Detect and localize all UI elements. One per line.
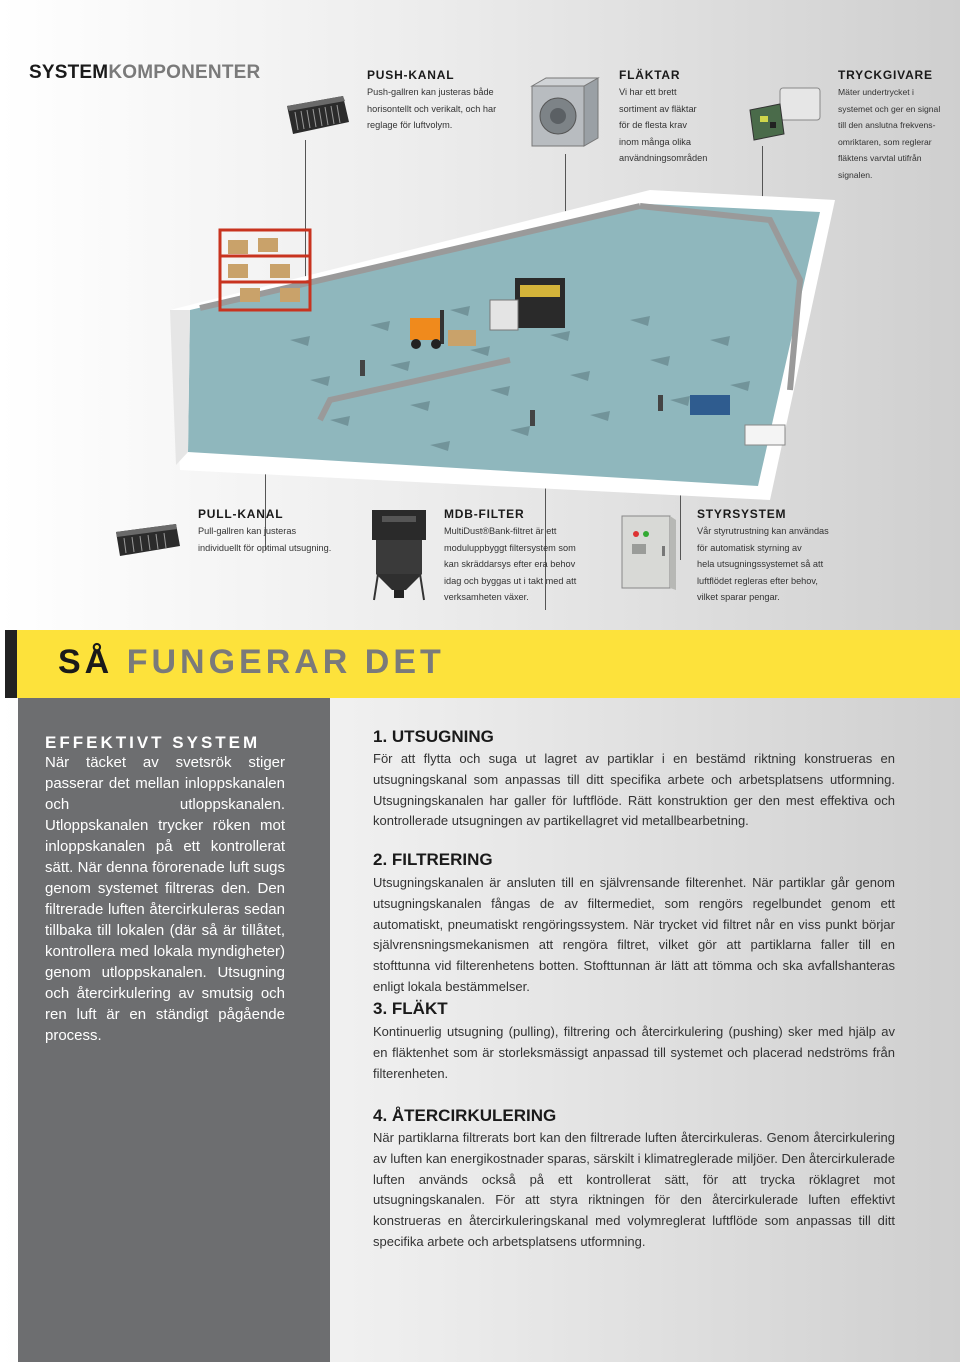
mdb-filter-image — [364, 506, 434, 604]
page-title: SYSTEMKOMPONENTER — [29, 62, 261, 83]
component-description: Vi har ett brett sortiment av fläktar för de flesta krav inom många olika användningsområden — [619, 87, 708, 163]
component-heading: STYRSYSTEM — [697, 507, 787, 521]
pull-channel-image — [112, 520, 184, 560]
section-text: För att flytta och suga ut lagret av partiklar i en bestämd riktning konstrueras en utsugningskanal som anpassas till ditt specifika arbete och arbetsplatsens utformning. Utsugningskanalen har galler för luftflöde. Rätt konstruktion ger den mest effektiva och kontrollerade utsugningen av partikellagret vid metallbearbetning. — [373, 751, 895, 829]
banner-accent-bar — [5, 630, 17, 698]
section-text: När partiklarna filtrerats bort kan den filtrerade luften återcirkuleras. Genom återcirkulering av luften kan energikostnader sparas, särskilt i klimatreglerade miljöer. Den återcirkulerade luften används också på ett kontrollerat sätt, för att trycka röklagret mot utsugningskanalen. För att styra riktningen för den återcirkulerade luften effektivt konstrueras en återcirkuleringskanal med volymreglerat luftflöde som anpassas till ditt specifika arbete och arbetsplatsens utformning. — [373, 1130, 895, 1249]
section-heading: 3. FLÄKT — [373, 999, 448, 1018]
component-heading: PUSH-KANAL — [367, 68, 455, 82]
push-channel-image — [283, 92, 353, 138]
component-description: Pull-gallren kan justeras individuellt för optimal utsugning. — [198, 526, 332, 553]
component-heading: TRYCKGIVARE — [838, 68, 933, 82]
summary-text: När täcket av svetsrök stiger passerar det mellan inloppskanalen och utloppskanalen. Utloppskanalen trycker röken mot inloppskanalen på ett kontrollerat sätt. När denna förorenade luft sugs genom systemet filtreras den. Den filtrerade luften återcirkuleras sedan tillbaka till lokalen (där så är tillåtet, kontrollera med lokala myndigheter) genom utloppskanalen. Utsugning och återcirkulering av smutsig och ren luft är en ständigt pågående process. — [45, 754, 285, 1044]
component-description: Vår styrutrustning kan användas för automatisk styrning av hela utsugningssystemet så att luftflödet regleras efter behov, vilket sparar pengar. — [697, 526, 829, 602]
component-description: MultiDust®Bank-filtret är ett moduluppbyggt filtersystem som kan skräddarsys efter era behov idag och byggas ut i takt med att verksamheten växer. — [444, 526, 577, 602]
component-description: Push-gallren kan justeras både horisontellt och verikalt, och har reglage för luftvolym. — [367, 87, 497, 130]
section-text: Kontinuerlig utsugning (pulling), filtrering och återcirkulering (pushing) sker med hjälp av en fläktenhet som är storleksmässigt anpassad till systemet och placerad nedströms från filterenheten. — [373, 1024, 895, 1081]
component-heading: MDB-FILTER — [444, 507, 525, 521]
banner-title: SÅ FUNGERAR DET — [58, 643, 445, 681]
component-description: Mäter undertrycket i systemet och ger en signal till den anslutna frekvens- omriktaren, som reglerar fläktens varvtal utifrån signalen. — [838, 87, 941, 180]
fan-unit-image — [528, 74, 604, 152]
pressure-sensor-image — [746, 80, 824, 146]
component-heading: PULL-KANAL — [198, 507, 284, 521]
section-heading: 1. UTSUGNING — [373, 727, 494, 746]
summary-heading: EFFEKTIVT SYSTEM — [45, 733, 261, 752]
component-heading: FLÄKTAR — [619, 68, 681, 82]
section-heading: 2. FILTRERING — [373, 850, 493, 869]
control-cabinet-image — [614, 512, 680, 592]
section-text: Utsugningskanalen är ansluten till en självrensande filterenhet. När partiklar går genom utsugningskanalen fångas de av filtermediet, som rengörs regelbundet genom ett automatiskt, pneumatiskt rengöringssystem. När trycket vid filtret når en viss punkt börjar självrensningsmekanismen att rengöra filtret, vilket gör att partiklarna faller till en stofttunna vid filterenhetens botten. Stofttunnan är lätt att tömma och ska avfallshanteras enligt lokala bestämmelser. — [373, 875, 895, 994]
warehouse-illustration — [170, 190, 835, 500]
section-heading: 4. ÅTERCIRKULERING — [373, 1106, 557, 1125]
